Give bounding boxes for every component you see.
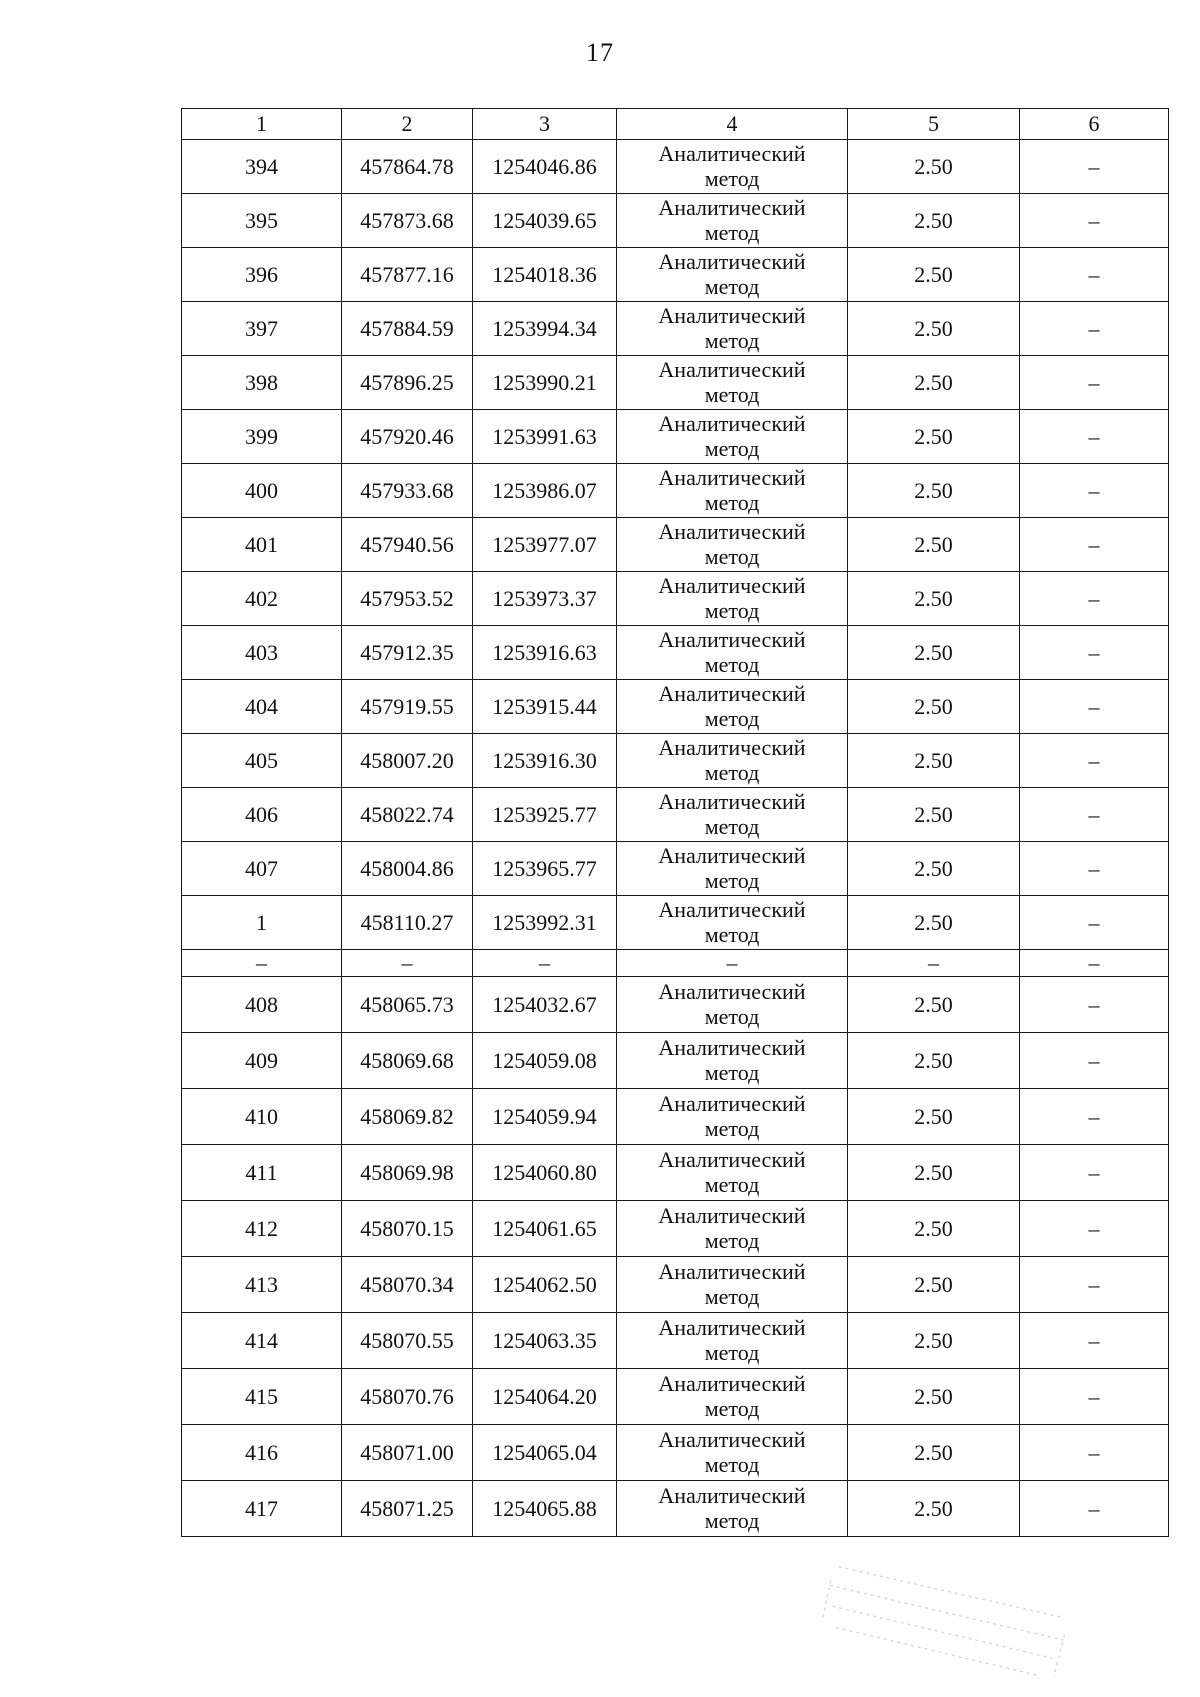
method-line-1: Аналитический [658,897,806,922]
note-cell: – [1020,1313,1169,1369]
coord-y-cell: 1254064.20 [473,1369,617,1425]
method-line-1: Аналитический [658,1483,806,1508]
table-row [182,410,1169,464]
table-row [182,1089,1169,1145]
separator-cell: – [848,950,1020,977]
note-cell: – [1020,734,1169,788]
table-body [182,140,1169,1537]
point-number-cell: 415 [182,1369,342,1425]
method-line-2: метод [704,1508,760,1533]
method-text [658,843,805,893]
point-number-cell: 395 [182,194,342,248]
method-line-2: метод [704,544,760,569]
column-header: 1 [182,109,342,140]
coord-x-cell: 457877.16 [342,248,473,302]
table-row [182,356,1169,410]
note-cell: – [1020,1425,1169,1481]
coord-x-cell: 457864.78 [342,140,473,194]
method-line-2: метод [704,1340,760,1365]
method-line-2: метод [704,1172,760,1197]
note-cell: – [1020,572,1169,626]
coord-x-cell: 457940.56 [342,518,473,572]
note-cell: – [1020,1145,1169,1201]
coord-x-cell: 458007.20 [342,734,473,788]
method-text [658,1147,805,1197]
method-line-1: Аналитический [658,573,806,598]
point-number-cell: 406 [182,788,342,842]
method-cell [617,977,848,1033]
method-cell [617,194,848,248]
method-cell [617,140,848,194]
table-row [182,518,1169,572]
coord-y-cell: 1254062.50 [473,1257,617,1313]
accuracy-cell: 2.50 [848,140,1020,194]
coord-y-cell: 1253994.34 [473,302,617,356]
coord-x-cell: 458070.55 [342,1313,473,1369]
coord-x-cell: 457873.68 [342,194,473,248]
method-cell [617,1033,848,1089]
note-cell: – [1020,788,1169,842]
method-text [658,681,805,731]
method-line-2: метод [704,166,760,191]
coord-y-cell: 1253916.30 [473,734,617,788]
note-cell: – [1020,248,1169,302]
coord-y-cell: 1254061.65 [473,1201,617,1257]
column-header: 3 [473,109,617,140]
method-line-1: Аналитический [658,249,806,274]
method-text [658,1259,805,1309]
point-number-cell: 413 [182,1257,342,1313]
method-line-2: метод [704,706,760,731]
method-line-1: Аналитический [658,411,806,436]
coord-y-cell: 1254046.86 [473,140,617,194]
method-line-2: метод [704,274,760,299]
note-cell: – [1020,1033,1169,1089]
separator-cell: – [473,950,617,977]
accuracy-cell: 2.50 [848,1089,1020,1145]
method-text [658,979,805,1029]
accuracy-cell: 2.50 [848,1313,1020,1369]
coord-x-cell: 458070.76 [342,1369,473,1425]
coord-x-cell: 457920.46 [342,410,473,464]
method-line-1: Аналитический [658,1203,806,1228]
note-cell: – [1020,356,1169,410]
method-text [658,897,805,947]
note-cell: – [1020,1257,1169,1313]
accuracy-cell: 2.50 [848,302,1020,356]
method-text [658,519,805,569]
coord-y-cell: 1253977.07 [473,518,617,572]
column-header: 2 [342,109,473,140]
point-number-cell: 401 [182,518,342,572]
note-cell: – [1020,302,1169,356]
table-row [182,977,1169,1033]
method-line-2: метод [704,1116,760,1141]
point-number-cell: 407 [182,842,342,896]
coord-y-cell: 1253973.37 [473,572,617,626]
table-row [182,1425,1169,1481]
accuracy-cell: 2.50 [848,410,1020,464]
method-cell [617,680,848,734]
method-line-1: Аналитический [658,303,806,328]
coord-y-cell: 1254065.04 [473,1425,617,1481]
point-number-cell: 402 [182,572,342,626]
accuracy-cell: 2.50 [848,464,1020,518]
point-number-cell: 409 [182,1033,342,1089]
coord-x-cell: 458070.34 [342,1257,473,1313]
method-text [658,627,805,677]
separator-cell: – [342,950,473,977]
point-number-cell: 397 [182,302,342,356]
coord-y-cell: 1254059.94 [473,1089,617,1145]
method-cell [617,356,848,410]
coord-x-cell: 457896.25 [342,356,473,410]
coord-y-cell: 1254032.67 [473,977,617,1033]
accuracy-cell: 2.50 [848,356,1020,410]
accuracy-cell: 2.50 [848,1369,1020,1425]
coord-y-cell: 1253965.77 [473,842,617,896]
table-row [182,1257,1169,1313]
note-cell: – [1020,194,1169,248]
coordinates-table [181,108,1169,1537]
method-line-1: Аналитический [658,1147,806,1172]
method-line-1: Аналитический [658,519,806,544]
method-text [658,411,805,461]
method-line-1: Аналитический [658,843,806,868]
coord-x-cell: 458004.86 [342,842,473,896]
note-cell: – [1020,1369,1169,1425]
method-cell [617,248,848,302]
method-cell [617,1313,848,1369]
coord-x-cell: 457884.59 [342,302,473,356]
method-text [658,573,805,623]
method-cell [617,626,848,680]
method-cell [617,1089,848,1145]
coord-y-cell: 1254018.36 [473,248,617,302]
method-text [658,1203,805,1253]
method-cell [617,1481,848,1537]
table-row [182,734,1169,788]
method-text [658,303,805,353]
table-row [182,1145,1169,1201]
table-row [182,1369,1169,1425]
point-number-cell: 396 [182,248,342,302]
coord-x-cell: 457919.55 [342,680,473,734]
coord-y-cell: 1254063.35 [473,1313,617,1369]
method-line-2: метод [704,1060,760,1085]
method-text [658,249,805,299]
method-line-1: Аналитический [658,1371,806,1396]
table-row [182,896,1169,950]
method-cell [617,572,848,626]
point-number-cell: 414 [182,1313,342,1369]
table-row [182,140,1169,194]
accuracy-cell: 2.50 [848,1201,1020,1257]
method-line-2: метод [704,1396,760,1421]
method-text [658,1371,805,1421]
method-cell [617,842,848,896]
point-number-cell: 412 [182,1201,342,1257]
accuracy-cell: 2.50 [848,194,1020,248]
note-cell: – [1020,140,1169,194]
page-number: 17 [586,38,614,67]
method-line-1: Аналитический [658,195,806,220]
coord-x-cell: 458022.74 [342,788,473,842]
method-text [658,195,805,245]
method-text [658,465,805,515]
column-header: 4 [617,109,848,140]
method-line-1: Аналитический [658,735,806,760]
note-cell: – [1020,977,1169,1033]
coord-x-cell: 458069.82 [342,1089,473,1145]
point-number-cell: 404 [182,680,342,734]
method-text [658,1035,805,1085]
coord-x-cell: 457912.35 [342,626,473,680]
point-number-cell: 410 [182,1089,342,1145]
accuracy-cell: 2.50 [848,680,1020,734]
header-row [182,109,1169,140]
method-line-1: Аналитический [658,1259,806,1284]
point-number-cell: 398 [182,356,342,410]
note-cell: – [1020,842,1169,896]
coord-x-cell: 457933.68 [342,464,473,518]
table-row [182,842,1169,896]
method-line-2: метод [704,1004,760,1029]
accuracy-cell: 2.50 [848,1145,1020,1201]
table-row [182,1201,1169,1257]
method-line-2: метод [704,1228,760,1253]
accuracy-cell: 2.50 [848,1257,1020,1313]
method-line-2: метод [704,652,760,677]
method-line-2: метод [704,760,760,785]
table-header [182,109,1169,140]
method-line-2: метод [704,382,760,407]
method-cell [617,788,848,842]
method-text [658,735,805,785]
table-row [182,1313,1169,1369]
coord-x-cell: 458065.73 [342,977,473,1033]
table-row [182,194,1169,248]
method-cell [617,1257,848,1313]
coord-y-cell: 1253916.63 [473,626,617,680]
coord-y-cell: 1253990.21 [473,356,617,410]
accuracy-cell: 2.50 [848,1033,1020,1089]
method-line-2: метод [704,490,760,515]
note-cell: – [1020,1201,1169,1257]
accuracy-cell: 2.50 [848,626,1020,680]
method-text [658,1483,805,1533]
table-row [182,464,1169,518]
method-line-1: Аналитический [658,465,806,490]
coord-y-cell: 1254060.80 [473,1145,617,1201]
method-text [658,1315,805,1365]
method-line-1: Аналитический [658,681,806,706]
coord-y-cell: 1253991.63 [473,410,617,464]
method-line-1: Аналитический [658,1427,806,1452]
method-text [658,141,805,191]
method-line-2: метод [704,220,760,245]
method-line-2: метод [704,1284,760,1309]
note-cell: – [1020,1481,1169,1537]
accuracy-cell: 2.50 [848,734,1020,788]
table-row [182,1033,1169,1089]
method-line-2: метод [704,814,760,839]
accuracy-cell: 2.50 [848,1425,1020,1481]
note-cell: – [1020,626,1169,680]
method-line-1: Аналитический [658,1035,806,1060]
table-row [182,302,1169,356]
point-number-cell: 416 [182,1425,342,1481]
method-cell [617,1425,848,1481]
method-line-2: метод [704,1452,760,1477]
method-line-2: метод [704,436,760,461]
accuracy-cell: 2.50 [848,977,1020,1033]
point-number-cell: 408 [182,977,342,1033]
method-line-2: метод [704,598,760,623]
coord-x-cell: 458110.27 [342,896,473,950]
method-line-1: Аналитический [658,141,806,166]
point-number-cell: 411 [182,1145,342,1201]
coord-y-cell: 1253992.31 [473,896,617,950]
method-cell [617,410,848,464]
method-line-1: Аналитический [658,357,806,382]
method-text [658,357,805,407]
accuracy-cell: 2.50 [848,572,1020,626]
coord-x-cell: 458071.25 [342,1481,473,1537]
column-header: 6 [1020,109,1169,140]
column-header: 5 [848,109,1020,140]
table-row [182,248,1169,302]
point-number-cell: 400 [182,464,342,518]
coord-y-cell: 1253925.77 [473,788,617,842]
separator-cell: – [182,950,342,977]
note-cell: – [1020,410,1169,464]
note-cell: – [1020,1089,1169,1145]
method-line-2: метод [704,328,760,353]
method-text [658,789,805,839]
method-cell [617,302,848,356]
method-cell [617,464,848,518]
accuracy-cell: 2.50 [848,788,1020,842]
coord-y-cell: 1253915.44 [473,680,617,734]
table-row [182,680,1169,734]
separator-row [182,950,1169,977]
method-text [658,1091,805,1141]
separator-cell: – [617,950,848,977]
method-line-1: Аналитический [658,627,806,652]
coord-y-cell: 1253986.07 [473,464,617,518]
accuracy-cell: 2.50 [848,1481,1020,1537]
accuracy-cell: 2.50 [848,248,1020,302]
coord-y-cell: 1254059.08 [473,1033,617,1089]
point-number-cell: 417 [182,1481,342,1537]
method-cell [617,1201,848,1257]
method-line-1: Аналитический [658,789,806,814]
coord-x-cell: 458071.00 [342,1425,473,1481]
accuracy-cell: 2.50 [848,518,1020,572]
note-cell: – [1020,896,1169,950]
point-number-cell: 405 [182,734,342,788]
point-number-cell: 1 [182,896,342,950]
method-line-1: Аналитический [658,1315,806,1340]
coord-x-cell: 458069.68 [342,1033,473,1089]
table-row [182,788,1169,842]
method-cell [617,734,848,788]
method-text [658,1427,805,1477]
separator-cell: – [1020,950,1169,977]
accuracy-cell: 2.50 [848,896,1020,950]
method-cell [617,518,848,572]
point-number-cell: 403 [182,626,342,680]
coord-x-cell: 458069.98 [342,1145,473,1201]
coord-x-cell: 458070.15 [342,1201,473,1257]
accuracy-cell: 2.50 [848,842,1020,896]
note-cell: – [1020,518,1169,572]
method-cell [617,1369,848,1425]
method-cell [617,1145,848,1201]
table-row [182,626,1169,680]
coord-y-cell: 1254039.65 [473,194,617,248]
note-cell: – [1020,464,1169,518]
method-line-2: метод [704,922,760,947]
method-line-1: Аналитический [658,1091,806,1116]
coord-x-cell: 457953.52 [342,572,473,626]
method-line-1: Аналитический [658,979,806,1004]
table-row [182,572,1169,626]
point-number-cell: 399 [182,410,342,464]
faded-stamp [813,1550,1076,1690]
method-line-2: метод [704,868,760,893]
coord-y-cell: 1254065.88 [473,1481,617,1537]
method-cell [617,896,848,950]
note-cell: – [1020,680,1169,734]
table-row [182,1481,1169,1537]
point-number-cell: 394 [182,140,342,194]
